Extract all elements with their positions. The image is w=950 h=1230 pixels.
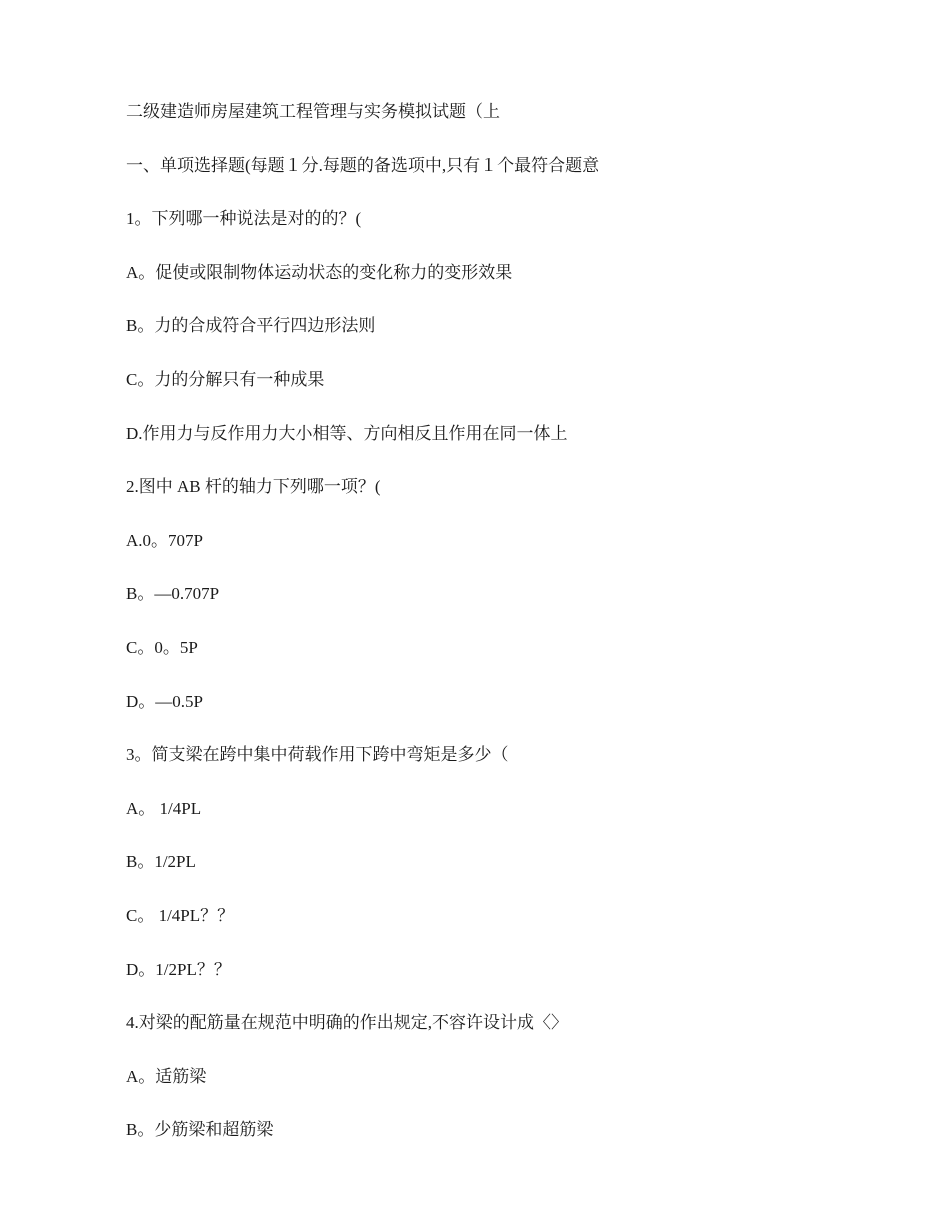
document-title: 二级建造师房屋建筑工程管理与实务模拟试题（上: [126, 102, 500, 121]
question-3-stem: 3。简支梁在跨中集中荷载作用下跨中弯矩是多少（: [126, 745, 509, 765]
question-1-option-b: B。力的合成符合平行四边形法则: [126, 316, 376, 336]
question-2-option-a: A.0。707P: [126, 530, 203, 550]
question-2-option-d: D。—0.5P: [126, 691, 203, 711]
question-2-option-b: B。—0.707P: [126, 584, 220, 604]
question-1-stem: 1。下列哪一种说法是对的的？(: [126, 209, 362, 229]
question-1-option-a: A。促使或限制物体运动状态的变化称力的变形效果: [126, 262, 513, 282]
question-1-option-d: D.作用力与反作用力大小相等、方向相反且作用在同一体上: [126, 423, 568, 443]
question-2-stem: 2.图中 AB 杆的轴力下列哪一项？(: [126, 477, 381, 497]
question-4-stem: 4.对梁的配筋量在规范中明确的作出规定,不容许设计成〈〉: [126, 1013, 568, 1033]
question-3-option-a: A。 1/4PL: [126, 798, 202, 818]
document-body: [126, 100, 886, 1172]
section-heading: 一、单项选择题(每题１分.每题的备选项中,只有１个最符合题意: [126, 155, 600, 175]
question-4-option-a: A。适筋梁: [126, 1066, 207, 1086]
question-3-option-d: D。1/2PL？？: [126, 959, 231, 979]
question-3-option-b: B。1/2PL: [126, 852, 196, 872]
question-2-option-c: C。0。5P: [126, 637, 198, 657]
question-3-option-c: C。 1/4PL？？: [126, 905, 235, 925]
question-1-option-c: C。力的分解只有一种成果: [126, 369, 325, 389]
question-4-option-b: B。少筋梁和超筋梁: [126, 1120, 274, 1140]
